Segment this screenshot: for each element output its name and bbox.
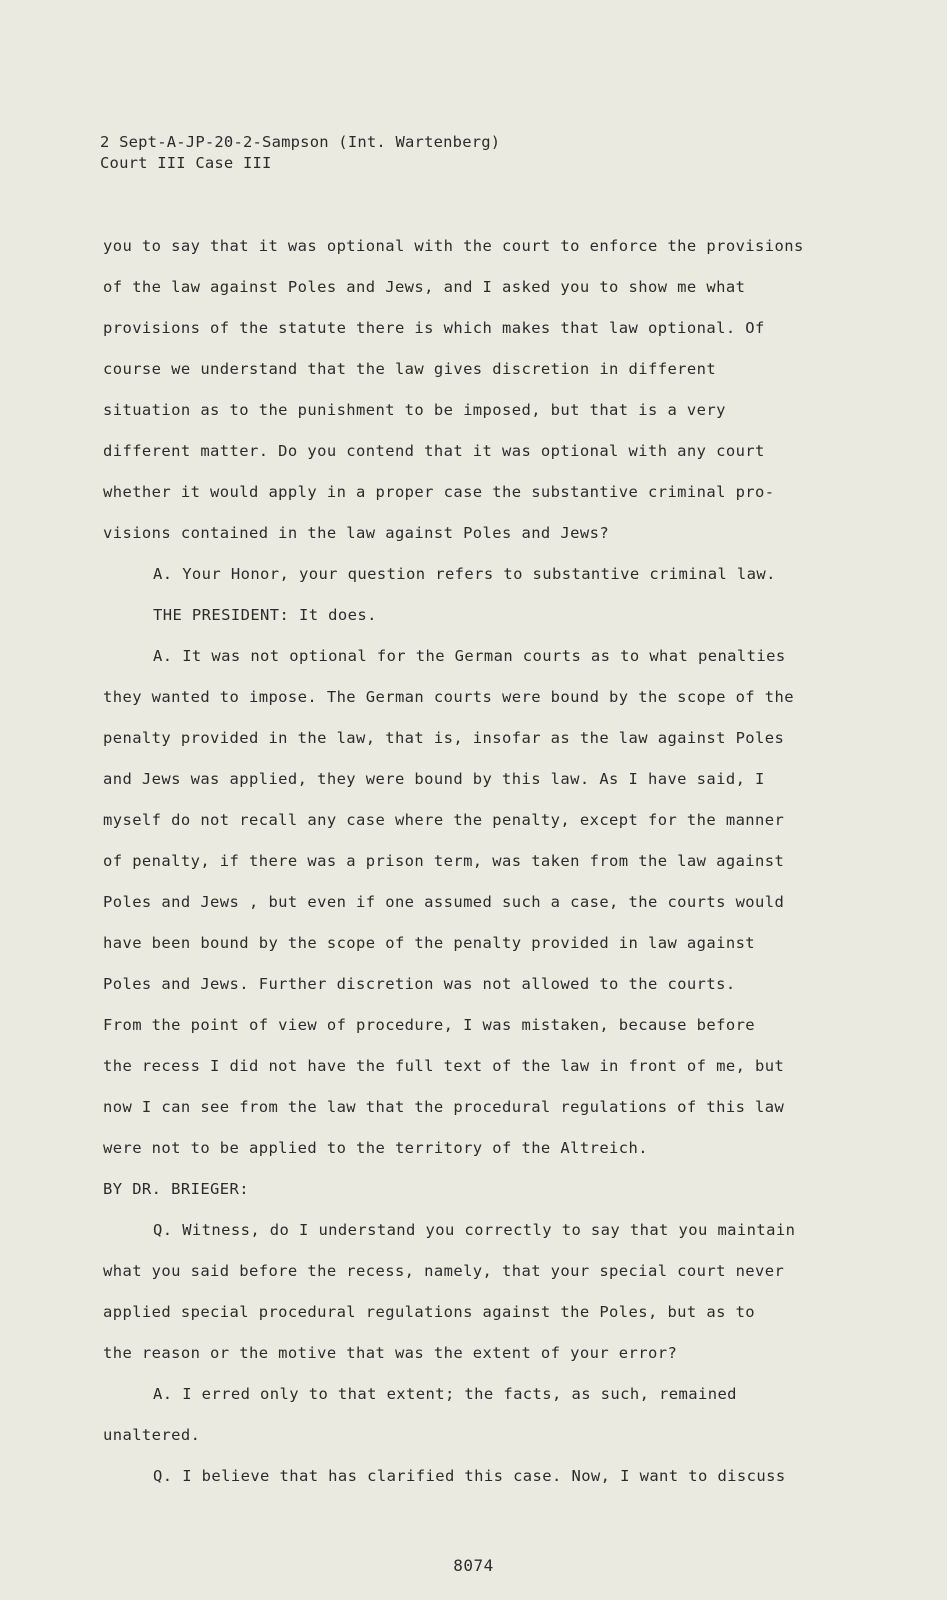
transcript-line: have been bound by the scope of the penalty provided in law against bbox=[103, 934, 756, 952]
transcript-line: A. It was not optional for the German courts as to what penalties bbox=[153, 647, 786, 665]
transcript-line: now I can see from the law that the procedural regulations of this law bbox=[103, 1098, 785, 1116]
transcript-line: Q. I believe that has clarified this case. Now, I want to discuss bbox=[153, 1467, 786, 1485]
transcript-line: unaltered. bbox=[103, 1426, 201, 1444]
transcript-line: Poles and Jews , but even if one assumed such a case, the courts would bbox=[103, 893, 785, 911]
transcript-line: A. I erred only to that extent; the facts, as such, remained bbox=[153, 1385, 737, 1403]
transcript-line: they wanted to impose. The German courts were bound by the scope of the bbox=[103, 688, 794, 706]
transcript-line: whether it would apply in a proper case the substantive criminal pro- bbox=[103, 483, 775, 501]
transcript-line: the recess I did not have the full text of the law in front of me, but bbox=[103, 1057, 785, 1075]
transcript-line: different matter. Do you contend that it was optional with any court bbox=[103, 442, 765, 460]
transcript-line: of penalty, if there was a prison term, was taken from the law against bbox=[103, 852, 785, 870]
transcript-line: what you said before the recess, namely, that your special court never bbox=[103, 1262, 785, 1280]
transcript-line: the reason or the motive that was the extent of your error? bbox=[103, 1344, 678, 1362]
header-court-case: Court III Case III bbox=[100, 154, 272, 172]
transcript-line: penalty provided in the law, that is, insofar as the law against Poles bbox=[103, 729, 785, 747]
transcript-body bbox=[103, 226, 863, 1497]
header-reference: 2 Sept-A-JP-20-2-Sampson (Int. Wartenberg) bbox=[100, 133, 501, 151]
transcript-line: you to say that it was optional with the court to enforce the provisions bbox=[103, 237, 804, 255]
transcript-line: THE PRESIDENT: It does. bbox=[153, 606, 377, 624]
page-number: 8074 bbox=[453, 1556, 494, 1575]
transcript-line: Q. Witness, do I understand you correctly to say that you maintain bbox=[153, 1221, 796, 1239]
document-header bbox=[100, 132, 500, 174]
transcript-line: Poles and Jews. Further discretion was not allowed to the courts. bbox=[103, 975, 736, 993]
transcript-line: course we understand that the law gives discretion in different bbox=[103, 360, 717, 378]
transcript-line: were not to be applied to the territory of the Altreich. bbox=[103, 1139, 648, 1157]
transcript-line: From the point of view of procedure, I was mistaken, because before bbox=[103, 1016, 756, 1034]
transcript-line: BY DR. BRIEGER: bbox=[103, 1180, 249, 1198]
transcript-line: situation as to the punishment to be imposed, but that is a very bbox=[103, 401, 726, 419]
transcript-line: applied special procedural regulations against the Poles, but as to bbox=[103, 1303, 756, 1321]
transcript-line: provisions of the statute there is which makes that law optional. Of bbox=[103, 319, 765, 337]
transcript-line: visions contained in the law against Poles and Jews? bbox=[103, 524, 610, 542]
transcript-line: and Jews was applied, they were bound by this law. As I have said, I bbox=[103, 770, 765, 788]
transcript-line: of the law against Poles and Jews, and I asked you to show me what bbox=[103, 278, 746, 296]
transcript-line: A. Your Honor, your question refers to substantive criminal law. bbox=[153, 565, 776, 583]
transcript-line: myself do not recall any case where the penalty, except for the manner bbox=[103, 811, 785, 829]
